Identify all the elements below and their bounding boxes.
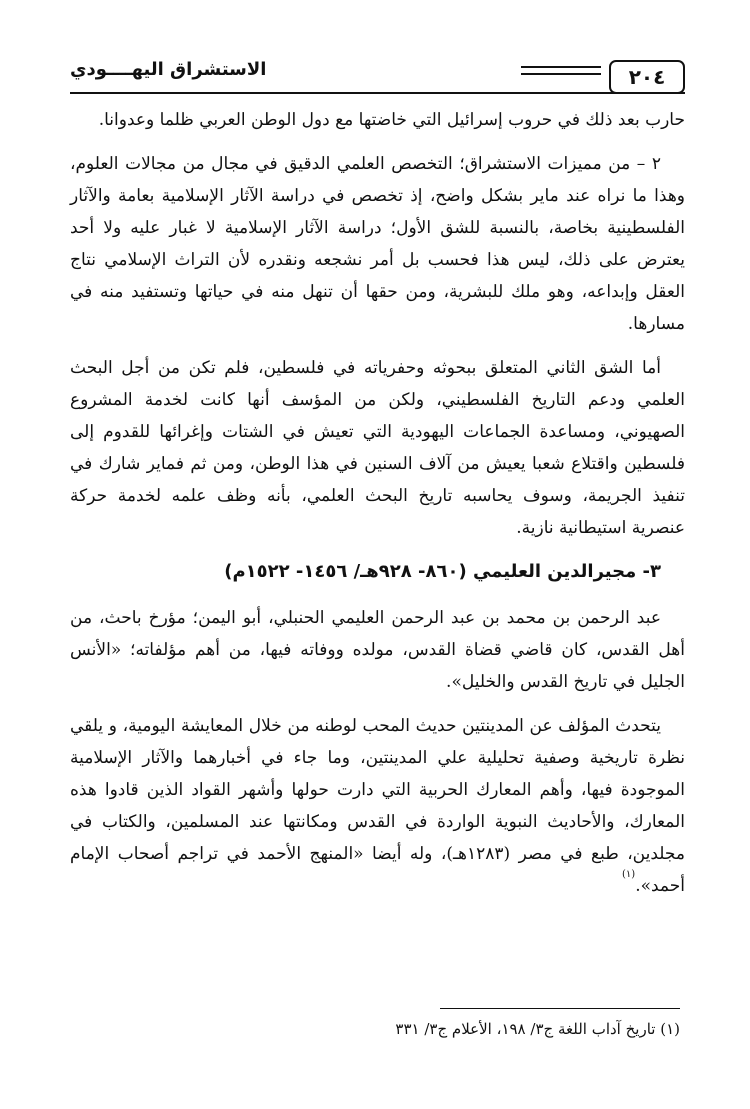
header-rule <box>70 92 685 94</box>
paragraph-3: أما الشق الثاني المتعلق ببحوثه وحفرياته في فلسطين، فلم تكن من أجل البحث العلمي ودعم التاريخ الفلسطيني، ولكن من المؤسف أنها كانت لخدمة المشروع الصهيوني، ومساعدة الجماعات اليهودية التي تعيش في الشتات وإغرائها للقدوم إلى فلسطين واقتلاع شعبا يعيش من آلاف السنين في هذا الوطن، ومن ثم فماير شارك في تنفيذ الجريمة، وسوف يحاسبه تاريخ البحث العلمي، بأنه وظف علمه لخدمة حركة عنصرية استيطانية نازية. <box>70 358 686 538</box>
paragraph-5-text: يتحدث المؤلف عن المدينتين حديث المحب لوطنه من خلال المعايشة اليومية، و يلقي نظرة تاريخية وصفية تحليلية علي المدينتين، وما جاء في أخبارهما والآثار الإسلامية الموجودة فيها، وأهم المعارك الحربية التي دارت حولها وأشهر القواد الذين قادوا هذه المعارك، والأحاديث النبوية الواردة في القدس ومكانتها عند المسلمين، والكتاب في مجلدين، طبع في مصر (١٢٨٣هـ)، وله أيضا «المنهج الأحمد في تراجم أصحاب الإمام أحمد». <box>70 716 685 896</box>
running-title: الاستشراق اليهــــودي <box>70 59 267 80</box>
footnote-reference[interactable]: (١) <box>622 869 636 880</box>
header-ornament-line <box>521 66 601 68</box>
paragraph-4: عبد الرحمن بن محمد بن عبد الرحمن العليمي الحنبلي، أبو اليمن؛ مؤرخ باحث، من أهل القدس، كان قاضي قضاة القدس، مولده ووفاته فيها، من أهم مؤلفاته؛ «الأنس الجليل في تاريخ القدس والخليل». <box>70 608 685 692</box>
page-header <box>70 56 685 96</box>
footnote-separator <box>440 1008 680 1009</box>
header-ornament-line <box>521 73 601 75</box>
footnote: (١) تاريخ آداب اللغة ج٣/ ١٩٨، الأعلام ج٣/ ٣٣١ <box>395 1020 680 1038</box>
page-body <box>70 104 685 914</box>
section-heading: ٣- مجيرالدين العليمي (٨٦٠- ٩٢٨هـ/ ١٤٥٦- ١٥٢٢م) <box>224 561 661 582</box>
paragraph-1: حارب بعد ذلك في حروب إسرائيل التي خاضتها مع دول الوطن العربي ظلما وعدوانا. <box>98 110 685 130</box>
page-number: ٢٠٤ <box>609 60 685 94</box>
paragraph-5 <box>70 710 685 902</box>
paragraph-2: ٢ – من مميزات الاستشراق؛ التخصص العلمي الدقيق في مجال من مجالات العلوم، وهذا ما نراه عند ماير بشكل واضح، إذ تخصص في دراسة الآثار الإسلامية بعامة والآثار الفلسطينية بخاصة، بالنسبة للشق الأول؛ دراسة الآثار الإسلامية لا غبار عليه ولا أحد يعترض على ذلك، ليس هذا فحسب بل أمر نشجعه ونقدره لأن التراث الإسلامي نتاج العقل وإبداعه، وهو ملك للبشرية، ومن حقها أن تنهل منه في حياتها وتستفيد منه في مسارها. <box>70 154 685 334</box>
